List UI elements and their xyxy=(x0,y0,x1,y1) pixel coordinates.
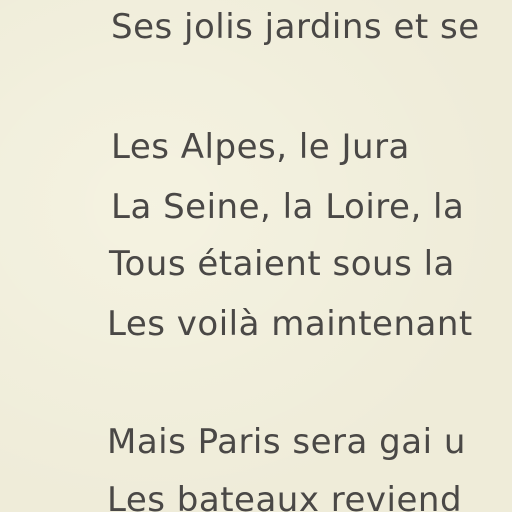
poem-line-6: Mais Paris sera gai u xyxy=(107,422,466,462)
poem-line-4: Tous étaient sous la xyxy=(109,244,455,284)
poem-line-1: Ses jolis jardins et se xyxy=(111,7,480,47)
poem-line-7: Les bateaux reviend xyxy=(107,480,463,512)
poem-line-3: La Seine, la Loire, la xyxy=(111,187,465,227)
poem-line-2: Les Alpes, le Jura xyxy=(111,127,410,167)
poem-line-5: Les voilà maintenant xyxy=(107,304,473,344)
